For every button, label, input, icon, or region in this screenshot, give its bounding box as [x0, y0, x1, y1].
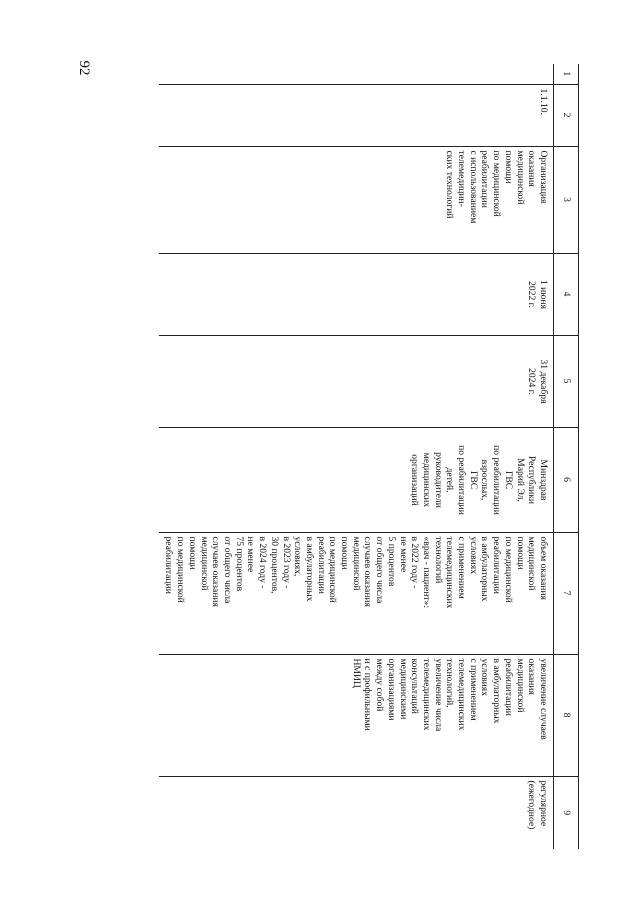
cell-start-date: 1 июня 2022 г. [159, 253, 554, 335]
column-number-6: 6 [554, 427, 579, 532]
column-number-7: 7 [554, 532, 579, 654]
cell-measure-name: Организация оказания медицинской помощи по медицинской реабилитации с использованием телемедицин- ских технологий [159, 146, 554, 253]
table-row [159, 64, 554, 849]
cell-indicator: объем оказания медицинской помощи по медицинской реабилитации в амбулаторных условиях с применением телемедицинских технологий «врач - пациент»: в 2022 году - не менее 5 процентов от общего числа случаев оказания медицинской помощи по медицинской реабилитации в амбулаторных условиях, в 2023 году - 30 процентов, в 2024 году - не менее 75 процентов от общего числа случаев оказания медицинской помощи по медицинской реабилитации [159, 532, 554, 654]
column-number-9: 9 [554, 776, 579, 849]
cell-col1 [159, 64, 554, 84]
cell-responsible: Минздрав Республики Марий Эл, ГВС по реабилитации взрослых, ГВС по реабилитации детей, руководители медицинских организаций [159, 427, 554, 532]
column-number-row [554, 64, 579, 849]
measures-table [159, 64, 579, 849]
column-number-3: 3 [554, 146, 579, 253]
column-number-1: 1 [554, 64, 579, 84]
column-number-8: 8 [554, 654, 579, 776]
page-number: 92 [76, 60, 93, 76]
column-number-2: 2 [554, 84, 579, 146]
column-number-5: 5 [554, 335, 579, 427]
cell-end-date: 31 декабря 2024 г. [159, 335, 554, 427]
cell-result: увеличение случаев оказания медицинской реабилитации в амбулаторных условиях с применением телемедицинских технологий, увеличение числа телемедицинских консультаций медицинскими организациями между собой и с профильными НМИЦ [159, 654, 554, 776]
cell-item-number: 1.1.10. [159, 84, 554, 146]
column-number-4: 4 [554, 253, 579, 335]
cell-periodicity: регулярное (ежегодное) [159, 776, 554, 849]
